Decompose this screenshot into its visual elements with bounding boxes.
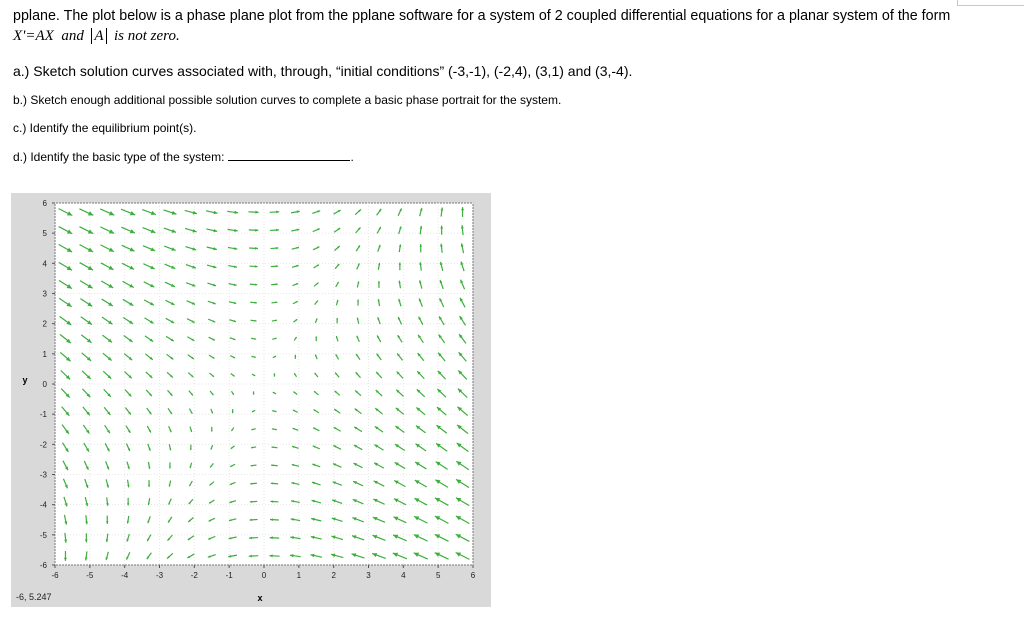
y-tick-label: 5	[42, 229, 47, 239]
y-tick-label: -4	[39, 500, 47, 510]
question-part-d	[13, 150, 354, 164]
question-part-a: a.) Sketch solution curves associated with, through, “initial conditions” (-3,-1), (-2,4), (3,1) and (3,-4).	[13, 63, 633, 79]
part-d-label: d.) Identify the basic type of the system:	[13, 150, 225, 164]
x-tick-label: -1	[225, 571, 233, 580]
formula-and: and	[61, 28, 84, 44]
formula-lhs: X'=AX	[13, 28, 54, 44]
x-tick-label: 1	[296, 571, 302, 580]
x-tick-label: 3	[366, 571, 371, 580]
question-part-c: c.) Identify the equilibrium point(s).	[13, 121, 197, 135]
x-tick-label: -6	[51, 571, 59, 580]
y-tick-label: 2	[42, 319, 47, 329]
y-tick-label: 0	[42, 380, 47, 389]
y-tick-label: 1	[42, 349, 47, 359]
x-tick-label: -3	[155, 571, 164, 580]
x-tick-label: -5	[86, 571, 94, 580]
y-tick-label: -6	[39, 561, 47, 570]
coordinate-readout: -6, 5.247	[16, 592, 52, 602]
y-tick-label: 6	[42, 199, 47, 208]
x-tick-label: 5	[435, 571, 441, 580]
question-part-b: b.) Sketch enough additional possible solution curves to complete a basic phase portrait for the system.	[13, 93, 562, 107]
x-tick-label: -2	[190, 571, 198, 580]
part-d-end: .	[350, 150, 354, 164]
x-tick-label: 4	[401, 571, 406, 580]
answer-blank[interactable]	[228, 150, 350, 161]
y-tick-label: 3	[42, 289, 47, 299]
phase-plane-panel[interactable]	[11, 193, 491, 607]
x-tick-label: 2	[331, 571, 336, 580]
phase-plane-plot[interactable]	[11, 193, 491, 607]
formula-tail: is not zero.	[114, 28, 180, 44]
y-tick-label: -2	[39, 440, 47, 450]
question-intro: pplane. The plot below is a phase plane plot from the pplane software for a system of 2 coupled differential equations for a planar system of the form	[13, 8, 951, 24]
y-axis-label: y	[22, 375, 28, 385]
question-formula	[13, 27, 180, 45]
x-axis-label: x	[257, 593, 263, 603]
x-tick-label: -4	[121, 571, 129, 580]
y-tick-label: -5	[39, 530, 47, 540]
formula-determinant: A	[91, 28, 106, 44]
x-tick-label: 0	[261, 571, 267, 580]
top-right-border	[957, 0, 1024, 6]
x-tick-label: 6	[470, 571, 476, 580]
y-tick-label: 4	[42, 259, 47, 269]
y-tick-label: -3	[39, 470, 47, 480]
y-tick-label: -1	[39, 410, 47, 420]
